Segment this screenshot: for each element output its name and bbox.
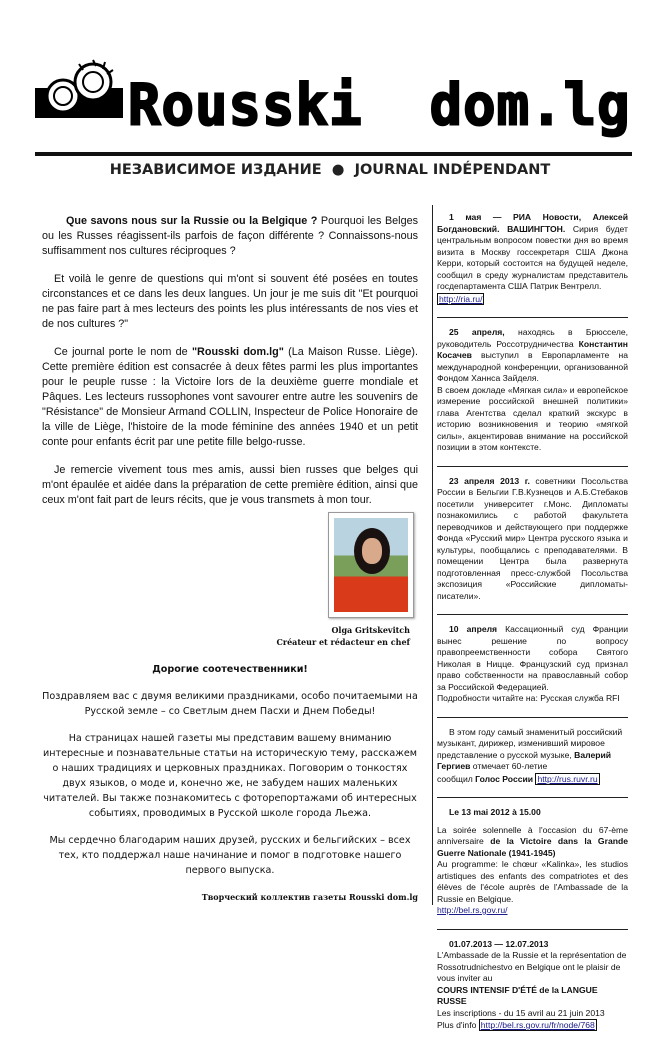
- editorial-paragraph: Que savons nous sur la Russie ou la Belgique ? Pourquoi les Belges ou les Russes réagissent-ils parfois de façon différente ? Connaissons-nous suffisamment nos cultures réciproques ?: [42, 215, 418, 257]
- news-link[interactable]: http://rus.ruvr.ru: [537, 773, 598, 784]
- news-item: 23 апреля 2013 г. советники Посольства России в Бельгии Г.В.Кузнецов и А.Б.Стебаков посетили университет г.Монс. Дипломаты познакомились с работой факультета переводчиков и действующего при поддержке Фонда «Русский мир» Центра русского языка и культуры, пообщались с преподавателями. В помещении Центра была развернута подготовленная пресс-службой Посольства экспозиция «Российские дипломаты-писатели».: [437, 476, 628, 616]
- news-link[interactable]: http://bel.rs.gov.ru/: [437, 905, 508, 915]
- news-link[interactable]: http://bel.rs.gov.ru/fr/node/768: [480, 1020, 595, 1030]
- logo-emblem-icon: [35, 58, 123, 120]
- editorial-fr: [42, 214, 418, 508]
- news-item: В этом году самый знаменитый российский музыкант, дирижер, изменивший мировое представление о русской музыке, Валерий Гергиев отмечает 60-летие сообщил Голос России http://rus.ruvr.ru: [437, 727, 628, 799]
- column-divider: [432, 205, 433, 905]
- news-link[interactable]: http://ria.ru/: [439, 293, 483, 304]
- ru-paragraph: На страницах нашей газеты мы представим вашему вниманию интересные и познавательные статьи на историческую тему, расскажем о наших традициях и церковных праздниках. Поговорим о тонкостях двух языков, о моде и, конечно же, не забудем наших маленьких читателей. Вы также познакомитесь с фоторепортажами об интересных событиях, проводимых в Русской школе города Льежа.: [42, 733, 418, 819]
- news-sidebar: [437, 212, 628, 1053]
- ru-heading: Дорогие соотечественники!: [152, 664, 308, 675]
- news-item: Le 13 mai 2012 à 15.00 La soirée solennelle à l'occasion du 67-ème anniversaire de la Victoire dans la Grande Guerre Nationale (1941-1945) Au programme: le chœur «Kalinka», les studios artistiques des enfants des compatriotes et des élèves de l'école auprès de l'Ambassade de la Russie en Belgique. http://bel.rs.gov.ru/: [437, 807, 628, 930]
- masthead-subtitle: НЕЗАВИСИМОЕ ИЗДАНИЕ ● JOURNAL INDÉPENDANT: [109, 162, 551, 178]
- left-column: [42, 214, 418, 902]
- news-item: 01.07.2013 — 12.07.2013 L'Ambassade de la Russie et la représentation de Rossotrudnichestvo en Belgique ont le plaisir de vous inviter au COURS INTENSIF D'ÉTÉ de la LANGUE RUSSE Les inscriptions - du 15 avril au 21 juin 2013 Plus d'info http://bel.rs.gov.ru/fr/node/768: [437, 938, 627, 1030]
- editorial-paragraph: Je remercie vivement tous mes amis, aussi bien russes que belges qui m'ont épaulée et aidée dans la préparation de cette première édition, ainsi que ceux m'ont fait part de leurs récits, que je vous transmets à mon tour.: [42, 464, 418, 506]
- masthead-rule: [35, 152, 632, 156]
- editor-photo: [328, 512, 414, 618]
- ru-paragraph: Мы сердечно благодарим наших друзей, русских и бельгийских – всех тех, кто поддержал наше начинание и помог в подготовке нашего первого выпуска.: [49, 835, 411, 876]
- signature: Творческий коллектив газеты Rousski dom.lg: [201, 892, 418, 902]
- ru-paragraph: Поздравляем вас с двумя великими праздниками, особо почитаемыми на Русской земле – со Светлым днем Пасхи и Днем Победы!: [42, 691, 418, 717]
- news-item: 10 апреля Кассационный суд Франции вынес решение по вопросу правопреемственности собора Святого Николая в Ницце. Французский суд признал право собственности на православный собор за Российской Федерацией. Подробности читайте на: Русская служба RFI: [437, 624, 628, 718]
- editorial-paragraph: Ce journal porte le nom de "Rousski dom.lg" (La Maison Russe. Liège). Cette première édition est consacrée à deux fêtes parmi les plus importantes pour le peuple russe : la Victoire lors de la deuxième guerre mondiale et Pâques. Les lecteurs russophones vont savourer entre autre les souvenirs de "Résistance" de Monsieur Armand COLLIN, Inspecteur de Police Honoraire de la ville de Liège, l'histoire de la mode féminine des années 1940 et un petit conte pour enfants écrit par une petite fille belgo-russe.: [42, 346, 418, 448]
- editorial-ru: [42, 662, 418, 878]
- editorial-paragraph: Et voilà le genre de questions qui m'ont si souvent été posées en toutes circonstances et ce dans les deux langues. Un jour je me suis dit "Et pourquoi ne pas faire part à mes lecteurs des points les plus intéressants de nos vies et de nos cultures ?": [42, 273, 418, 330]
- news-item: 1 мая — РИА Новости, Алексей Богдановский. ВАШИНГТОН. Сирия будет центральным вопросом повестки дня во время визита в Москву госсекретаря США Джона Керри, который состоится на будущей неделе, сообщил в среду журналистам представитель госдепартамента США Патрик Вентрелл. http://ria.ru/: [437, 212, 628, 318]
- news-item: 25 апреля, находясь в Брюсселе, руководитель Россотрудничества Константин Косачев выступил в Европарламенте на международной конференции, организованной Фондом Ханнса Зайделя. В своем докладе «Мягкая сила» и европейское измерение российской внешней политики» глава Агентства сделал краткий экскурс в историю возникновения и теорию «мягкой силы», акцентировав внимание на российской позиции в этом контексте.: [437, 327, 628, 467]
- photo-caption: Olga Gritskevitch Créateur et rédacteur en chef: [276, 625, 410, 647]
- masthead-title: Rousski dom.lg: [128, 72, 631, 139]
